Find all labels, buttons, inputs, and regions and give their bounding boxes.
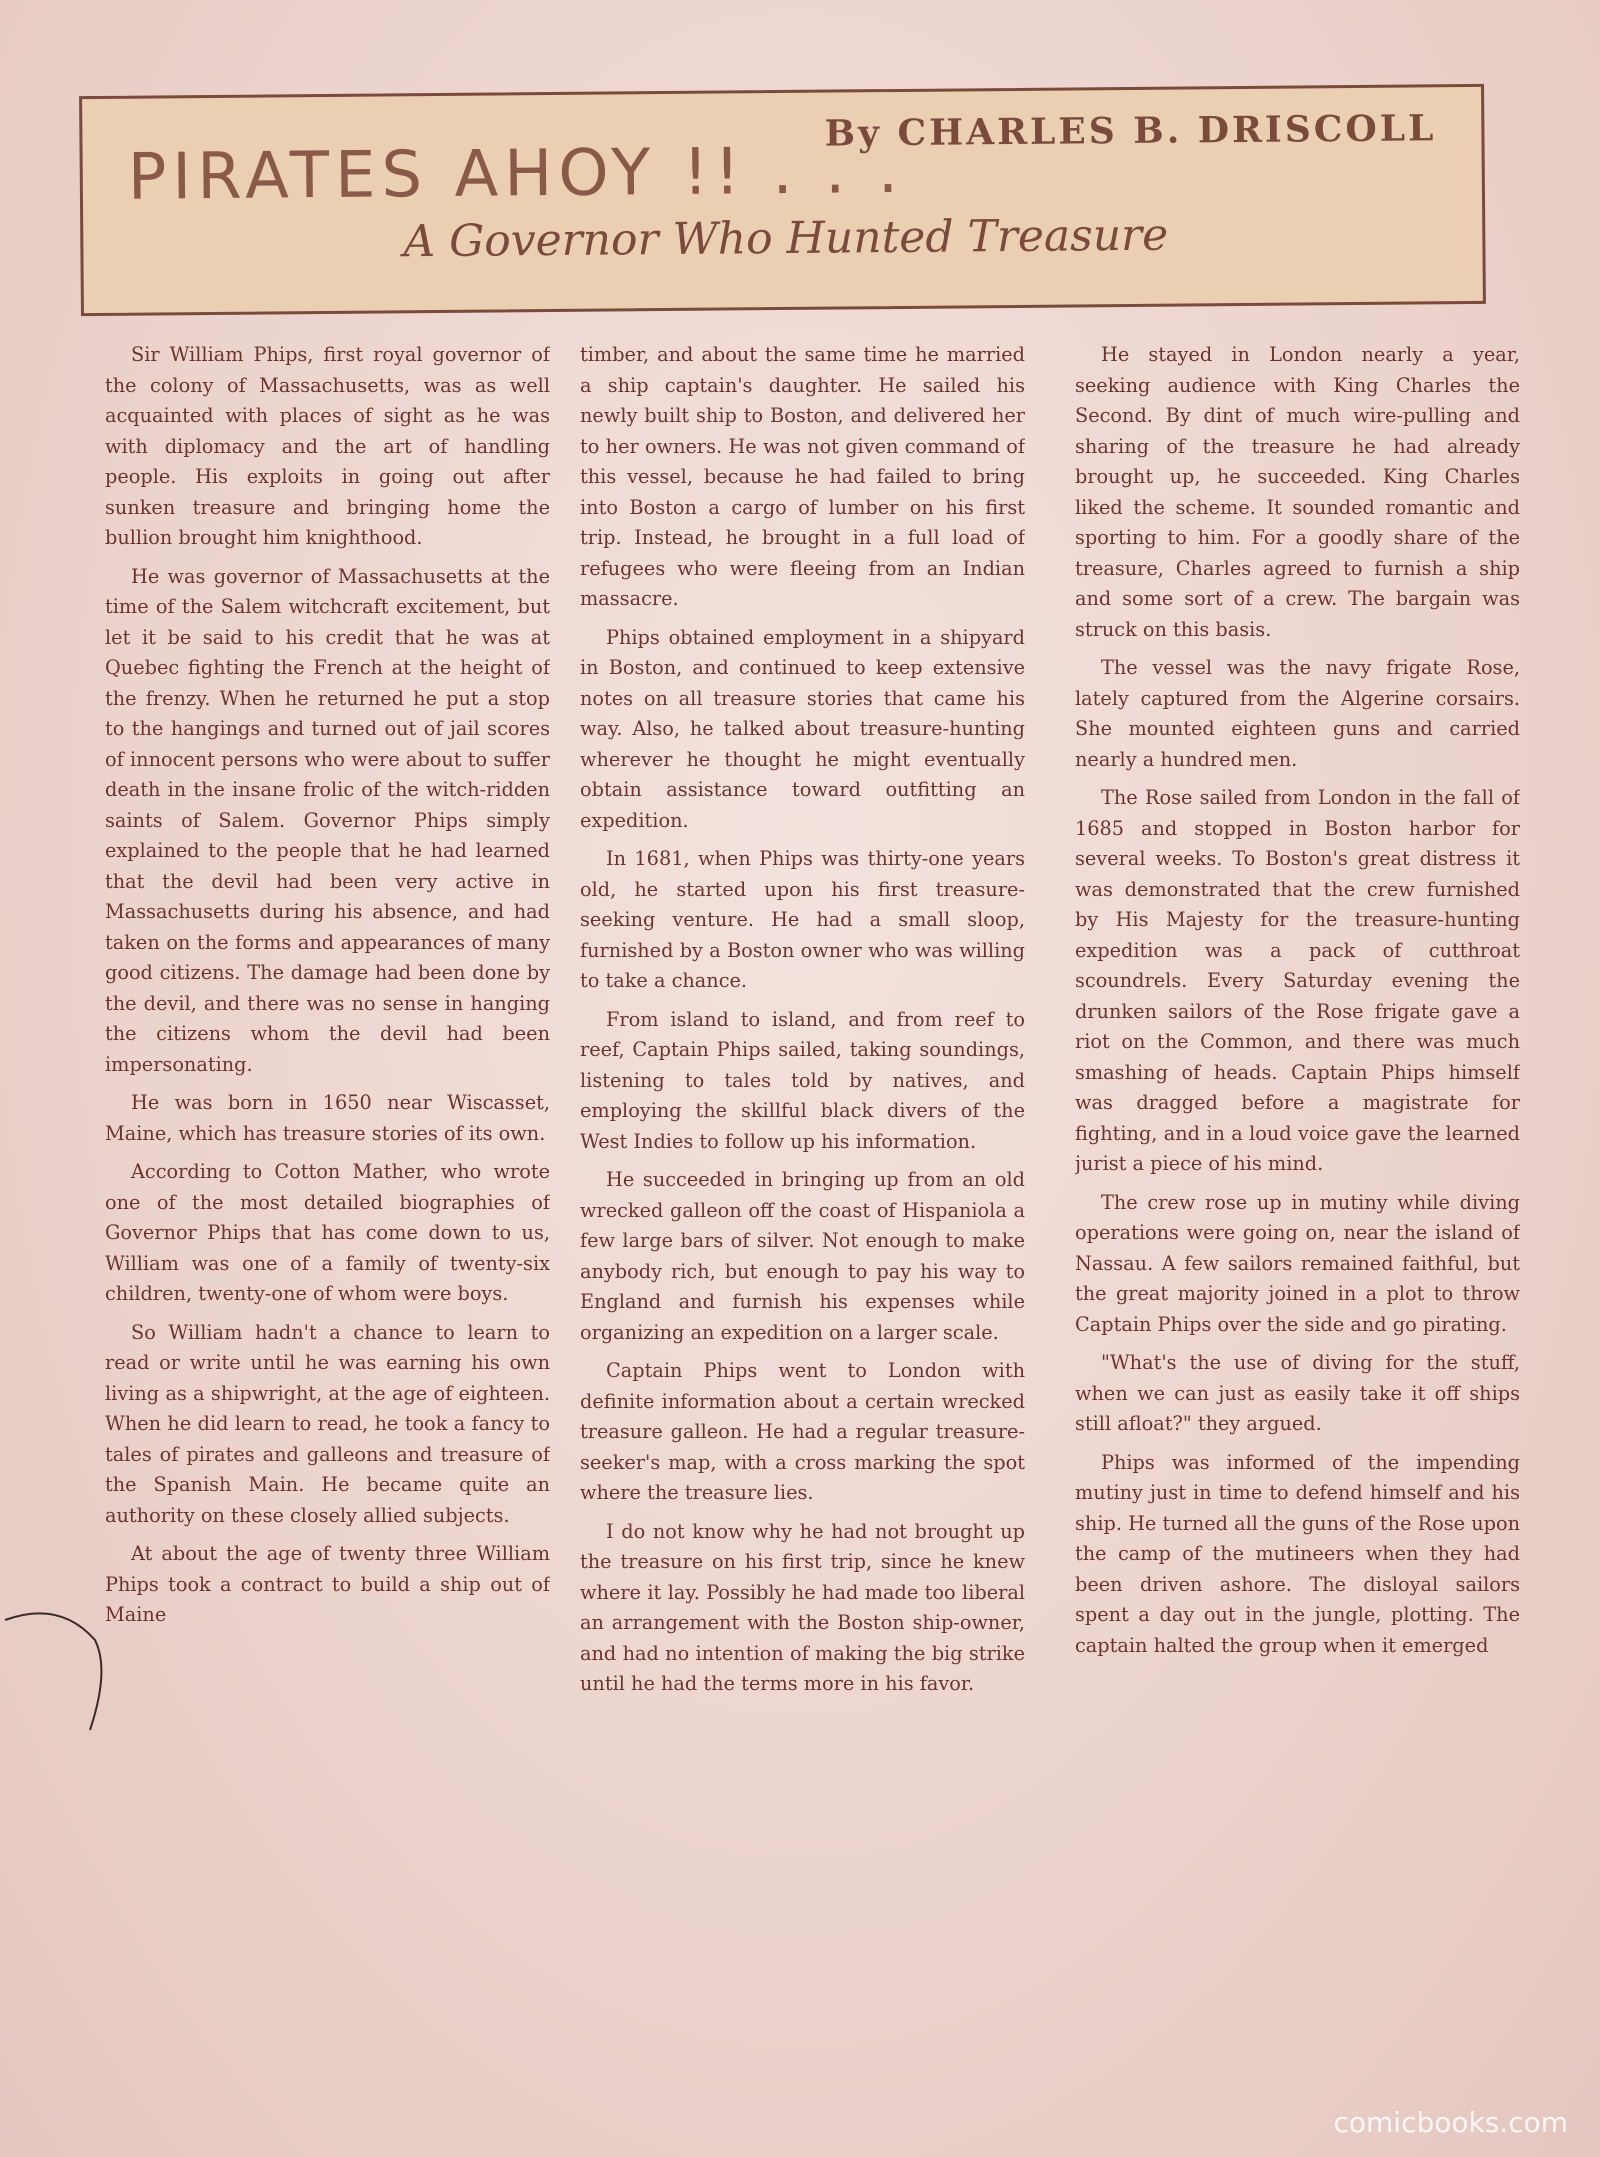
paragraph: At about the age of twenty three William Phips took a contract to build a ship out of Maine [105, 1542, 550, 1626]
paragraph: The crew rose up in mutiny while diving operations were going on, near the island of Nassau. A few sailors remained faithful, but the great majority joined in a plot to throw Captain Phips over the side and go pirating. [1075, 1190, 1520, 1336]
paragraph: The vessel was the navy frigate Rose, lately captured from the Algerine corsairs. She mounted eighteen guns and carried nearly a hundred men. [1075, 656, 1520, 771]
article-title: PIRATES AHOY !! . . . [127, 133, 905, 215]
paragraph: He was governor of Massachusetts at the time of the Salem witchcraft excitement, but let it be said to his credit that he was at Quebec fighting the French at the height of the frenzy. When he returned he put a stop to the hangings and turned out of jail scores of innocent persons who were about to suffer death in the insane frolic of the witch-ridden saints of Salem. Governor Phips simply explained to the people that he had learned that the devil had been very active in Massachusetts during his absence, and had taken on the forms and appearances of many good citizens. The damage had been done by the devil, and there was no sense in hanging the citizens whom the devil had been impersonating. [105, 564, 550, 1076]
paragraph: So William hadn't a chance to learn to read or write until he was earning his own living as a shipwright, at the age of eighteen. When he did learn to read, he took a fancy to tales of pirates and galleons and treasure of the Spanish Main. He became quite an authority on these closely allied subjects. [105, 1320, 550, 1527]
paragraph: According to Cotton Mather, who wrote one of the most detailed biographies of Governor Phips that has come down to us, William was one of a family of twenty-six children, twenty-one of whom were boys. [105, 1160, 550, 1305]
paragraph: He was born in 1650 near Wiscasset, Maine, which has treasure stories of its own. [105, 1091, 550, 1145]
paragraph: timber, and about the same time he married a ship captain's daughter. He sailed his newly built ship to Boston, and delivered her to her owners. He was not given command of this vessel, because he had failed to bring into Boston a cargo of lumber on his first trip. Instead, he brought in a full load of refugees who were fleeing from an Indian massacre. [580, 343, 1025, 610]
paragraph: Captain Phips went to London with definite information about a certain wrecked treasure galleon. He had a regular treasure-seeker's map, with a cross marking the spot where the treasure lies. [580, 1359, 1025, 1504]
paragraph: The Rose sailed from London in the fall of 1685 and stopped in Boston harbor for several weeks. To Boston's great distress it was demonstrated that the crew furnished by His Majesty for the treasure-hunting expedition was a pack of cutthroat scoundrels. Every Saturday evening the drunken sailors of the Rose frigate gave a riot on the Common, and there was much smashing of heads. Captain Phips himself was dragged before a magistrate for fighting, and in a loud voice gave the learned jurist a piece of his mind. [1075, 786, 1520, 1175]
article-column-1 [105, 340, 550, 2090]
paragraph: Phips was informed of the impending mutiny just in time to defend himself and his ship. He turned all the guns of the Rose upon the camp of the mutineers when they had been driven ashore. The disloyal sailors spent a day out in the jungle, plotting. The captain halted the group when it emerged [1075, 1450, 1520, 1657]
paragraph: Phips obtained employment in a shipyard in Boston, and continued to keep extensive notes on all treasure stories that came his way. Also, he talked about treasure-hunting wherever he thought he might eventually obtain assistance toward outfitting an expedition. [580, 625, 1025, 832]
article-column-3 [1075, 340, 1520, 2090]
paragraph: He stayed in London nearly a year, seeking audience with King Charles the Second. By dint of much wire-pulling and sharing of the treasure he had already brought up, he succeeded. King Charles liked the scheme. It sounded romantic and sporting to him. For a goodly share of the treasure, Charles agreed to furnish a ship and some sort of a crew. The bargain was struck on this basis. [1075, 343, 1520, 641]
pencil-annotation-mark [0, 1580, 120, 1740]
article-header [79, 84, 1486, 316]
article-byline: By CHARLES B. DRISCOLL [824, 107, 1437, 155]
source-watermark: comicbooks.com [1333, 2106, 1568, 2139]
paragraph: In 1681, when Phips was thirty-one years old, he started upon his first treasure-seeking venture. He had a small sloop, furnished by a Boston owner who was willing to take a chance. [580, 847, 1025, 992]
paragraph: "What's the use of diving for the stuff, when we can just as easily take it off ships still afloat?" they argued. [1075, 1351, 1520, 1435]
paragraph: From island to island, and from reef to reef, Captain Phips sailed, taking soundings, listening to tales told by natives, and employing the skillful black divers of the West Indies to follow up his information. [580, 1007, 1025, 1153]
article-column-2 [580, 340, 1025, 2090]
paragraph: He succeeded in bringing up from an old wrecked galleon off the coast of Hispaniola a few large bars of silver. Not enough to make anybody rich, but enough to pay his way to England and furnish his expenses while organizing an expedition on a larger scale. [580, 1168, 1025, 1344]
article-subtitle: A Governor Who Hunted Treasure [403, 209, 1169, 268]
paragraph: Sir William Phips, first royal governor of the colony of Massachusetts, was as well acquainted with places of sight as he was with diplomacy and the art of handling people. His exploits in going out after sunken treasure and bringing home the bullion brought him knighthood. [105, 343, 550, 549]
paragraph: I do not know why he had not brought up the treasure on his first trip, since he knew where it lay. Possibly he had made too liberal an arrangement with the Boston ship-owner, and had no intention of making the big strike until he had the terms more in his favor. [580, 1519, 1025, 1695]
